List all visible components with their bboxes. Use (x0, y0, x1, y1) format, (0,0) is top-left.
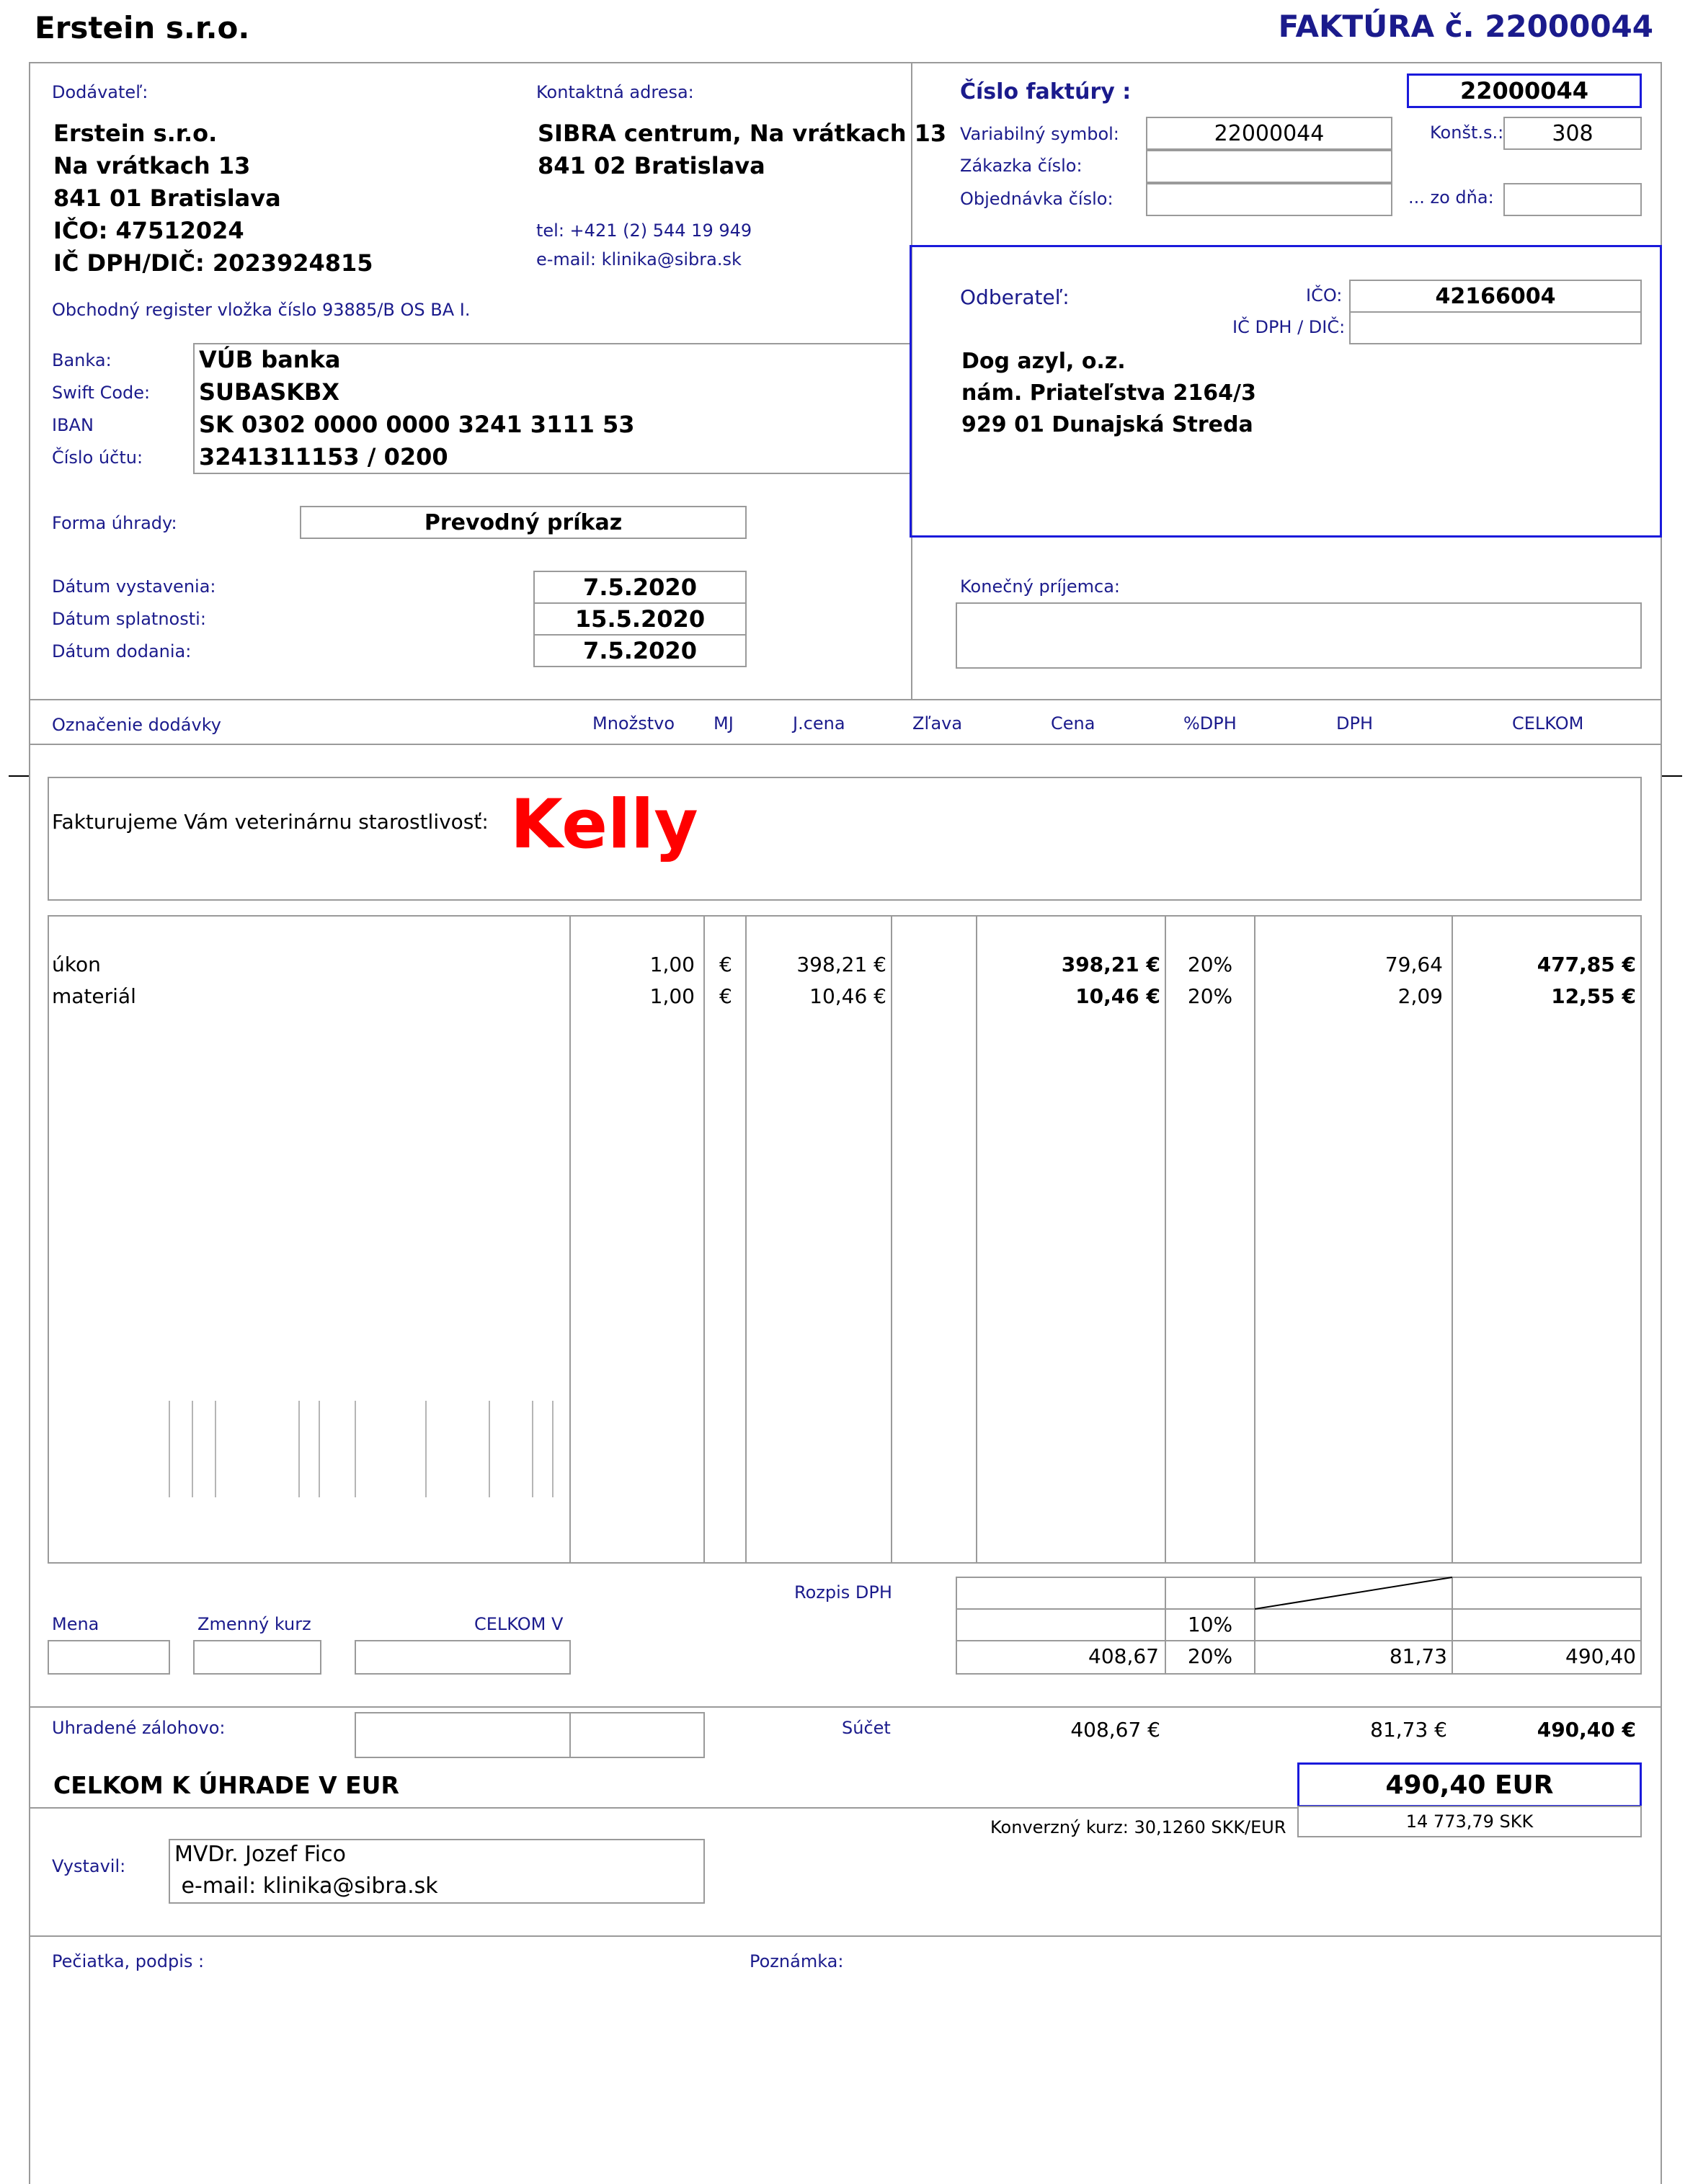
sum-label: Súčet (842, 1718, 891, 1738)
contact-label: Kontaktná adresa: (536, 82, 694, 102)
frame-top (29, 62, 1662, 63)
ks-field: 308 (1503, 117, 1642, 150)
vat-summary-diagonal (1254, 1577, 1453, 1610)
bank-box-left (193, 343, 195, 474)
items-col-divider-7 (1254, 915, 1255, 1564)
col-vat-pct: %DPH (1183, 713, 1237, 734)
supplier-label: Dodávateľ: (52, 82, 148, 102)
item-1-qty: 1,00 (649, 953, 695, 976)
from-field (1503, 183, 1642, 216)
total-in-label: CELKOM V (474, 1614, 564, 1634)
deposits-field-2 (569, 1712, 705, 1758)
issue-date-label: Dátum vystavenia: (52, 576, 216, 597)
vat-summary-col-1 (1165, 1577, 1166, 1675)
item-1-unit-price: 398,21 € (796, 953, 886, 976)
items-col-divider-6 (1165, 915, 1166, 1564)
po-label: Objednávka číslo: (960, 189, 1114, 209)
issue-date: 7.5.2020 (533, 571, 747, 604)
items-col-divider-2 (703, 915, 705, 1564)
item-1-vat: 79,64 (1384, 953, 1443, 976)
items-col-divider-4 (891, 915, 892, 1564)
items-col-divider-8 (1452, 915, 1453, 1564)
sum-section-top (29, 1706, 1662, 1708)
items-table (48, 915, 1642, 1564)
grand-total-skk: 14 773,79 SKK (1297, 1806, 1642, 1837)
frame-left (29, 62, 30, 2184)
item-2-vat: 2,09 (1397, 984, 1443, 1008)
sum-total: 490,40 € (1537, 1718, 1636, 1742)
items-col-divider-1 (569, 915, 571, 1564)
vs-label: Variabilný symbol: (960, 124, 1119, 144)
grand-total-label: CELKOM K ÚHRADE V EUR (53, 1771, 399, 1799)
item-1-price: 398,21 € (1061, 953, 1160, 976)
total-in-field (355, 1640, 571, 1675)
swift-label: Swift Code: (52, 383, 151, 403)
bank-box-bottom (193, 473, 911, 474)
invoice-number-label: Číslo faktúry : (960, 79, 1132, 104)
due-date: 15.5.2020 (533, 602, 747, 636)
item-2-vat-pct: 20% (1187, 984, 1233, 1008)
final-recipient-label: Konečný príjemca: (960, 576, 1121, 597)
contact-line1: SIBRA centrum, Na vrátkach 13 (538, 120, 947, 147)
item-2-name: materiál (52, 984, 136, 1008)
contact-line2: 841 02 Bratislava (538, 152, 765, 179)
bank-swift: SUBASKBX (199, 378, 340, 406)
customer-ico: 42166004 (1349, 280, 1642, 313)
tick-mark (425, 1401, 427, 1497)
customer-dic-label: IČ DPH / DIČ: (1232, 317, 1346, 337)
deposits-label: Uhradené zálohovo: (52, 1718, 226, 1738)
col-unit: MJ (714, 713, 734, 734)
grand-total-value: 490,40 EUR (1297, 1762, 1642, 1807)
delivery-date-label: Dátum dodania: (52, 641, 192, 661)
col-designation: Označenie dodávky (52, 715, 221, 735)
order-label: Zákazka číslo: (960, 156, 1083, 176)
due-date-label: Dátum splatnosti: (52, 609, 206, 629)
item-1-total: 477,85 € (1537, 953, 1636, 976)
supplier-street: Na vrátkach 13 (53, 152, 251, 179)
conversion-rate: Konverzný kurz: 30,1260 SKK/EUR (990, 1817, 1286, 1837)
delivery-date: 7.5.2020 (533, 634, 747, 667)
item-2-qty: 1,00 (649, 984, 695, 1008)
stamp-label: Pečiatka, podpis : (52, 1951, 205, 1971)
sum-vat: 81,73 € (1370, 1718, 1447, 1742)
vat-20-pct: 20% (1187, 1644, 1233, 1668)
tick-mark (169, 1401, 170, 1497)
po-field (1146, 183, 1392, 216)
ks-label: Konšt.s.: (1430, 122, 1504, 143)
invoice-number-box: 22000044 (1407, 73, 1642, 108)
vat-20-total: 490,40 (1565, 1644, 1636, 1668)
fold-mark-left (9, 775, 29, 777)
tick-mark (192, 1401, 193, 1497)
deposits-field-1 (355, 1712, 571, 1758)
items-col-divider-3 (745, 915, 747, 1564)
supplier-register: Obchodný register vložka číslo 93885/B OS BA I. (52, 300, 471, 320)
supplier-dic: IČ DPH/DIČ: 2023924815 (53, 249, 373, 277)
tick-mark (215, 1401, 216, 1497)
supplier-ico: IČO: 47512024 (53, 217, 244, 244)
bank-box-top (193, 343, 911, 344)
table-header-bottom (29, 744, 1662, 745)
vat-10-pct: 10% (1187, 1613, 1233, 1636)
vs-field: 22000044 (1146, 117, 1392, 150)
col-unit-price: J.cena (793, 713, 845, 734)
mena-field (48, 1640, 170, 1675)
issuer-name: MVDr. Jozef Fico (174, 1842, 346, 1867)
vat-20-vat: 81,73 (1389, 1644, 1447, 1668)
contact-tel: tel: +421 (2) 544 19 949 (536, 220, 752, 241)
sum-base: 408,67 € (1070, 1718, 1160, 1742)
iban-label: IBAN (52, 415, 94, 435)
item-2-total: 12,55 € (1551, 984, 1636, 1008)
issuer-label: Vystavil: (52, 1856, 126, 1876)
grand-total-rule (29, 1807, 1299, 1809)
customer-dic (1349, 311, 1642, 344)
vat-summary-row-line-2 (956, 1640, 1642, 1641)
footer-top (29, 1935, 1662, 1937)
tick-mark (298, 1401, 300, 1497)
company-name: Erstein s.r.o. (35, 10, 250, 45)
intro-box (48, 777, 1642, 901)
customer-street: nám. Priateľstva 2164/3 (961, 380, 1256, 406)
rate-label: Zmenný kurz (197, 1614, 311, 1634)
bank-iban: SK 0302 0000 0000 3241 3111 53 (199, 411, 635, 438)
rate-field (193, 1640, 321, 1675)
supplier-name: Erstein s.r.o. (53, 120, 218, 147)
tick-mark (355, 1401, 356, 1497)
final-recipient-box (956, 602, 1642, 669)
customer-ico-label: IČO: (1306, 285, 1343, 306)
order-field (1146, 150, 1392, 183)
customer-label: Odberateľ: (960, 285, 1070, 309)
item-1-vat-pct: 20% (1187, 953, 1233, 976)
item-1-name: úkon (52, 953, 101, 976)
mena-label: Mena (52, 1614, 99, 1634)
fold-mark-right (1662, 775, 1682, 777)
bank-label: Banka: (52, 350, 112, 370)
contact-email[interactable]: e-mail: klinika@sibra.sk (536, 249, 742, 269)
invoice-title: FAKTÚRA č. 22000044 (1278, 9, 1653, 44)
vat-20-base: 408,67 (1088, 1644, 1159, 1668)
col-vat: DPH (1336, 713, 1373, 734)
intro-text: Fakturujeme Vám veterinárnu starostlivosť: (52, 810, 489, 834)
item-2-unit: € (719, 984, 732, 1008)
item-2-unit-price: 10,46 € (809, 984, 886, 1008)
col-discount: Zľava (912, 713, 963, 734)
table-header-top (29, 699, 1662, 700)
note-label: Poznámka: (750, 1951, 844, 1971)
supplier-city: 841 01 Bratislava (53, 184, 281, 212)
payment-method-label: Forma úhrady: (52, 513, 177, 533)
account-label: Číslo účtu: (52, 447, 143, 468)
bank-account: 3241311153 / 0200 (199, 443, 448, 471)
vat-summary-label: Rozpis DPH (794, 1582, 892, 1603)
col-total: CELKOM (1512, 713, 1584, 734)
col-qty: Množstvo (592, 713, 675, 734)
col-price: Cena (1051, 713, 1095, 734)
tick-mark (532, 1401, 533, 1497)
bank-name: VÚB banka (199, 346, 341, 373)
item-1-unit: € (719, 953, 732, 976)
item-2-price: 10,46 € (1075, 984, 1160, 1008)
from-label: ... zo dňa: (1408, 187, 1494, 208)
intro-patient-name: Kelly (510, 785, 698, 864)
issuer-email[interactable]: e-mail: klinika@sibra.sk (174, 1873, 438, 1899)
items-col-divider-5 (976, 915, 977, 1564)
tick-mark (489, 1401, 490, 1497)
customer-city: 929 01 Dunajská Streda (961, 412, 1253, 437)
tick-mark (319, 1401, 320, 1497)
payment-method: Prevodný príkaz (300, 506, 747, 539)
tick-mark (552, 1401, 554, 1497)
customer-name: Dog azyl, o.z. (961, 349, 1126, 374)
